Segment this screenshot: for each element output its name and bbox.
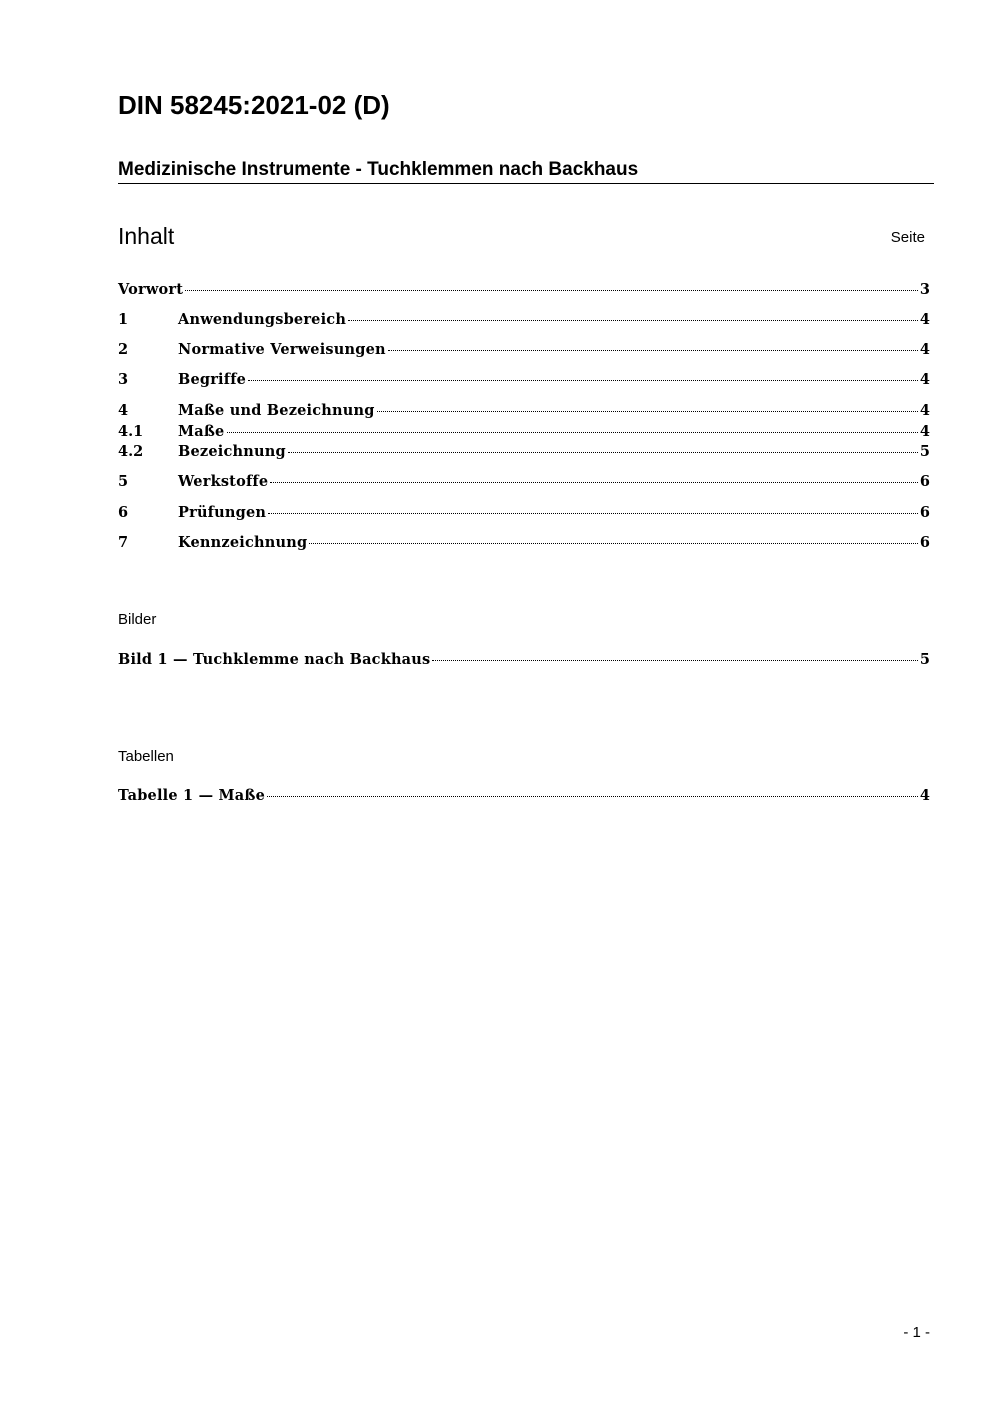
toc-entry-text: Maße und Bezeichnung [178, 402, 375, 419]
toc-leader [309, 543, 918, 544]
figure-entry-page: 5 [919, 651, 930, 668]
toc-leader [267, 796, 918, 797]
toc-entry-page: 6 [919, 534, 930, 551]
toc-leader [388, 350, 918, 351]
tables-heading: Tabellen [118, 748, 174, 765]
toc-entry-text: Bezeichnung [178, 443, 286, 460]
toc-leader [432, 660, 918, 661]
toc-leader [185, 290, 918, 291]
toc-entry-6[interactable] [118, 504, 930, 522]
page-number: - 1 - [903, 1324, 930, 1341]
toc-entry-number: 5 [118, 473, 129, 490]
toc-entry-4[interactable] [118, 402, 930, 420]
toc-entry-text: Vorwort [118, 281, 184, 298]
toc-entry-page: 6 [919, 504, 930, 521]
figure-entry[interactable] [118, 651, 930, 669]
figures-heading: Bilder [118, 611, 157, 628]
toc-entry-2[interactable] [118, 341, 930, 359]
figure-entry-text: Bild 1 — Tuchklemme nach Backhaus [118, 651, 431, 668]
toc-entry-5[interactable] [118, 473, 930, 491]
table-entry-page: 4 [919, 787, 930, 804]
toc-entry-4-1[interactable] [118, 423, 930, 441]
toc-entry-text: Werkstoffe [178, 473, 269, 490]
toc-leader [348, 320, 918, 321]
toc-entry-text: Normative Verweisungen [178, 341, 386, 358]
toc-entry-text: Anwendungsbereich [178, 311, 347, 328]
toc-entry-page: 4 [919, 311, 930, 328]
toc-entry-number: 1 [118, 311, 129, 328]
toc-entry-number: 7 [118, 534, 129, 551]
toc-entry-text: Maße [178, 423, 225, 440]
toc-entry-page: 5 [919, 443, 930, 460]
toc-entry-page: 6 [919, 473, 930, 490]
toc-entry-number: 4 [118, 402, 129, 419]
toc-entry-page: 4 [919, 341, 930, 358]
toc-leader [248, 380, 918, 381]
document-title: Medizinische Instrumente - Tuchklemmen nach Backhaus [118, 158, 934, 184]
toc-leader [377, 411, 918, 412]
toc-entry-page: 4 [919, 423, 930, 440]
toc-entry-text: Kennzeichnung [178, 534, 308, 551]
toc-entry-number: 2 [118, 341, 129, 358]
toc-entry-text: Prüfungen [178, 504, 267, 521]
table-entry-text: Tabelle 1 — Maße [118, 787, 266, 804]
document-number: DIN 58245:2021-02 (D) [118, 90, 390, 120]
toc-heading: Inhalt [118, 223, 175, 249]
toc-entry-7[interactable] [118, 534, 930, 552]
toc-entry-number: 4.1 [118, 423, 144, 440]
toc-leader [268, 513, 918, 514]
toc-leader [270, 482, 918, 483]
table-entry[interactable] [118, 787, 930, 805]
toc-entry-4-2[interactable] [118, 443, 930, 461]
toc-leader [227, 432, 918, 433]
toc-entry-1[interactable] [118, 311, 930, 329]
toc-entry-3[interactable] [118, 371, 930, 389]
toc-entry-number: 6 [118, 504, 129, 521]
toc-entry-page: 4 [919, 402, 930, 419]
toc-entry-page: 3 [919, 281, 930, 298]
toc-leader [288, 452, 918, 453]
toc-entry-vorwort[interactable] [118, 281, 930, 299]
toc-entry-page: 4 [919, 371, 930, 388]
toc-entry-number: 3 [118, 371, 129, 388]
page-column-label: Seite [890, 229, 925, 246]
toc-entry-number: 4.2 [118, 443, 144, 460]
toc-entry-text: Begriffe [178, 371, 247, 388]
